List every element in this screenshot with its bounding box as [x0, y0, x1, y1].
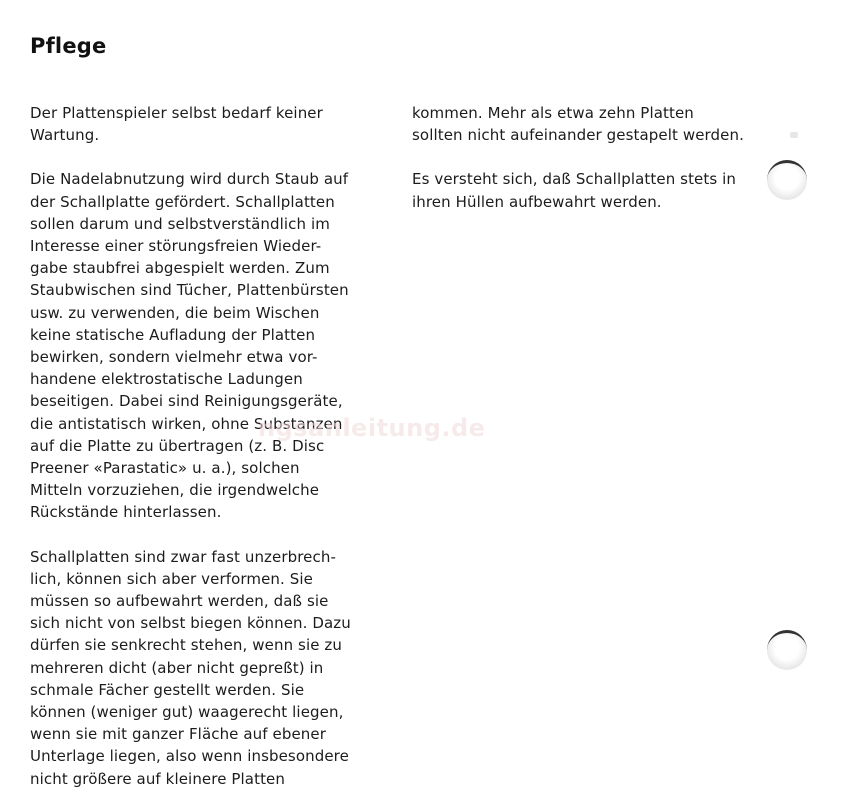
paragraph-dust — [30, 168, 382, 523]
text-line: sich nicht von selbst biegen können. Dazu — [30, 614, 351, 633]
text-line: Unterlage liegen, also wenn insbesondere — [30, 747, 349, 766]
text-line: keine statische Aufladung der Platten — [30, 325, 316, 344]
text-line: dürfen sie senkrecht stehen, wenn sie zu — [30, 636, 343, 655]
punch-hole-top — [767, 160, 807, 200]
watermark: ngsanleitung.de — [258, 414, 486, 442]
text-line: mehreren dicht (aber nicht gepreßt) in — [30, 658, 324, 677]
text-line: bewirken, sondern vielmehr etwa vor- — [30, 348, 318, 367]
text-line: handene elektrostatische Ladungen — [30, 370, 303, 389]
text-line: ihren Hüllen aufbewahrt werden. — [412, 192, 662, 211]
text-line: schmale Fächer gestellt werden. Sie — [30, 680, 305, 699]
text-line: wenn sie mit ganzer Fläche auf ebener — [30, 725, 327, 744]
text-line: Interesse einer störungsfreien Wieder- — [30, 237, 322, 256]
punch-hole-bottom — [767, 630, 807, 670]
text-line: Staubwischen sind Tücher, Plattenbürsten — [30, 281, 349, 300]
paragraph-maintenance — [30, 102, 382, 146]
page-title: Pflege — [30, 34, 107, 58]
text-line: Die Nadelabnutzung wird durch Staub auf — [30, 170, 349, 189]
text-line: nicht größere auf kleinere Platten — [30, 769, 285, 788]
text-line: kommen. Mehr als etwa zehn Platten — [412, 104, 694, 122]
text-line: sollen darum und selbstverständlich im — [30, 214, 330, 233]
text-line: Rückstände hinterlassen. — [30, 503, 222, 522]
text-line: Preener «Parastatic» u. a.), solchen — [30, 459, 300, 478]
text-line: Wartung. — [30, 126, 100, 145]
paragraph-deformation — [30, 546, 382, 790]
text-line: beseitigen. Dabei sind Reinigungsgeräte, — [30, 392, 343, 411]
text-line: müssen so aufbewahrt werden, daß sie — [30, 592, 329, 611]
text-line: lich, können sich aber verformen. Sie — [30, 569, 313, 588]
text-column-left — [30, 102, 382, 812]
text-line: Mitteln vorzuziehen, die irgendwelche — [30, 481, 320, 500]
text-line: die antistatisch wirken, ohne Substanzen — [30, 414, 343, 433]
text-line: Der Plattenspieler selbst bedarf keiner — [30, 104, 323, 122]
text-column-right — [412, 102, 782, 235]
text-line: auf die Platte zu übertragen (z. B. Disc — [30, 436, 325, 455]
text-line: Es versteht sich, daß Schallplatten stets in — [412, 170, 737, 189]
text-line: der Schallplatte gefördert. Schallplatten — [30, 192, 335, 211]
text-line: usw. zu verwenden, die beim Wischen — [30, 303, 320, 322]
scan-speck — [790, 132, 798, 138]
text-line: gabe staubfrei abgespielt werden. Zum — [30, 259, 330, 278]
text-line: sollten nicht aufeinander gestapelt werden. — [412, 126, 744, 145]
text-line: Schallplatten sind zwar fast unzerbrech- — [30, 547, 336, 566]
paragraph-sleeves — [412, 168, 782, 212]
paragraph-stacking — [412, 102, 782, 146]
text-line: können (weniger gut) waagerecht liegen, — [30, 703, 344, 722]
